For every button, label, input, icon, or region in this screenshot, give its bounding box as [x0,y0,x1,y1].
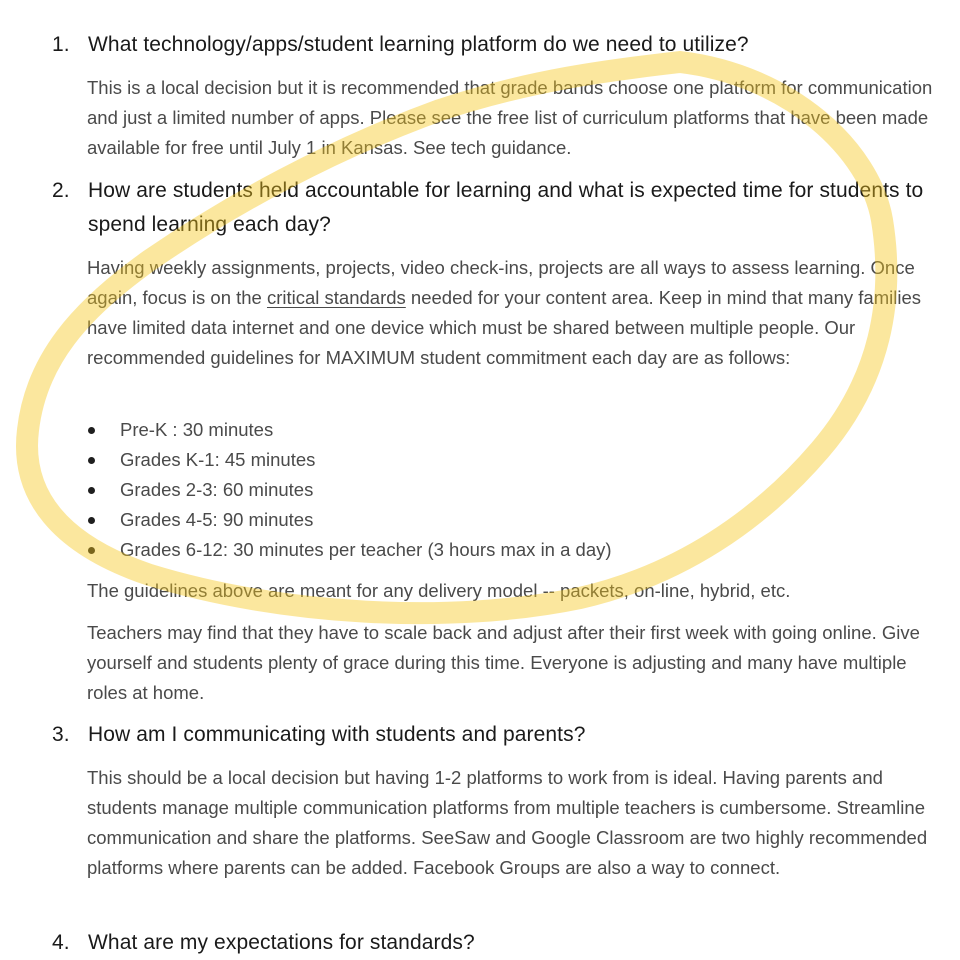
question-text: How am I communicating with students and parents? [88,723,586,746]
bullet-icon [88,427,95,434]
question-2 [52,174,932,242]
list-item-text: Grades 2-3: 60 minutes [120,479,314,500]
question-4 [52,926,932,960]
list-item [87,445,907,475]
list-item-text: Grades 6-12: 30 minutes per teacher (3 hours max in a day) [120,539,612,560]
list-item [87,415,907,445]
q2-answer-paragraph [87,253,937,373]
bullet-icon [88,517,95,524]
list-item-text: Grades 4-5: 90 minutes [120,509,314,530]
q2-delivery-model-paragraph: The guidelines above are meant for any delivery model -- packets, on-line, hybrid, etc. [87,580,791,601]
bullet-icon [88,457,95,464]
question-number: 4. [52,931,70,954]
question-1 [52,28,932,62]
q2-scale-back-paragraph: Teachers may find that they have to scale back and adjust after their first week with going online. Give yourself and students plenty of grace during this time. Everyone is adjusting and many have multiple roles at home. [87,622,920,703]
list-item [87,535,907,565]
q2-text-before-link: Having weekly assignments, projects, video check-ins, projects are all ways to assess learning. Once again, focus is on the [87,257,915,308]
question-text: What technology/apps/student learning platform do we need to utilize? [88,33,749,56]
question-number: 2. [52,179,70,202]
question-text: How are students held accountable for learning and what is expected time for students to spend learning each day? [88,179,924,236]
q1-answer-paragraph: This is a local decision but it is recommended that grade bands choose one platform for communication and just a limited number of apps. Please see the free list of curriculum platforms that have been made available for free until July 1 in Kansas. See tech guidance. [87,77,933,158]
critical-standards-link[interactable]: critical standards [266,287,406,308]
list-item-text: Grades K-1: 45 minutes [120,449,316,470]
question-number: 1. [52,33,70,56]
q2-text-after-link: needed for your content area. Keep in mind that many families have limited data internet and one device which must be shared between multiple people. Our recommended guidelines for MAXIMUM student commitment each day are as follows: [87,287,922,368]
bullet-icon [88,487,95,494]
question-text: What are my expectations for standards? [88,931,475,954]
list-item [87,505,907,535]
list-item-text: Pre-K : 30 minutes [120,419,274,440]
question-number: 3. [52,723,70,746]
bullet-icon [88,547,95,554]
q3-answer-paragraph: This should be a local decision but having 1-2 platforms to work from is ideal. Having parents and students manage multiple communication platforms from multiple teachers is cumbersome. Streamline communication and share the platforms. SeeSaw and Google Classroom are two highly recommended platforms where parents can be added. Facebook Groups are also a way to connect. [87,767,928,878]
list-item [87,475,907,505]
question-3 [52,718,932,752]
time-guidelines-list [87,415,907,565]
